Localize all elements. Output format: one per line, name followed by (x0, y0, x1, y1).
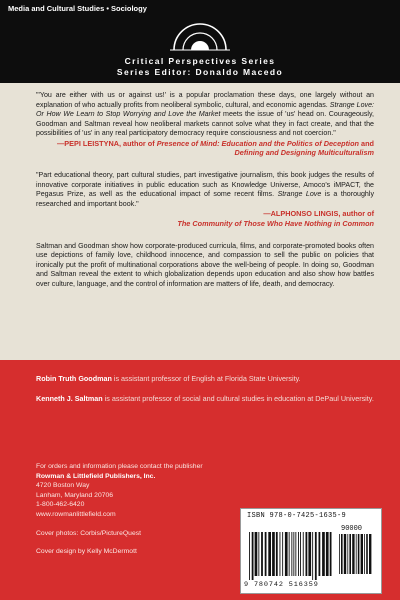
series-title: Critical Perspectives Series (124, 56, 276, 66)
price-code: 90000 (341, 525, 363, 533)
author-bio: Robin Truth Goodman is assistant professor of English at Florida State University. (36, 374, 301, 383)
subject-categories: Media and Cultural Studies • Sociology (8, 4, 147, 13)
series-arch-logo-icon (170, 14, 230, 52)
author-name: Robin Truth Goodman (36, 374, 112, 383)
quote-1-attribution: —PEPI LEISTYNA, author of Presence of Mind: Education and the Politics of Deception and Defining and Designing Multiculturalism (56, 138, 374, 158)
quote-1: "'You are either with us or against us!' is a popular proclamation these days, one largely without an explanation of who actually profits from neoliberal symbolic, cultural, and economic agendas. Strange Love: Or How We Learn to Stop Worrying and Love the Market meets the issue of 'us' head on. Courageously, Goodman and Saltman reveal how neoliberal markets cannot solve what they in fact create, and that the possibilities of 'us' in any real participatory democracy require consciousness and not coercion." (36, 91, 374, 137)
barcode-icon (247, 522, 373, 582)
book-title-ref: Strange Love: Or How We Learn to Stop Worrying and Love the Market (36, 100, 374, 118)
blurb-content (36, 91, 374, 289)
isbn-number: ISBN 978-0-7425-1635-9 (247, 512, 347, 520)
publisher-website: www.rowmanlittlefield.com (36, 510, 116, 518)
author-info-panel (0, 360, 400, 600)
author-name: Kenneth J. Saltman (36, 394, 103, 403)
header-band (0, 0, 400, 83)
book-title-ref: Strange Love (277, 190, 322, 199)
author-bios (36, 374, 376, 414)
order-information: For orders and information please contact the publisher Rowman & Littlefield Publishers, Inc. 4720 Boston Way Lanham, Maryland 20706 1-800-462-6420 www.rowmanlittlefield.com Cover photos: Corbis/PictureQuest Cover design by Kelly McDermott (36, 463, 203, 556)
series-editor: Series Editor: Donaldo Macedo (116, 67, 284, 77)
cover-design-credit: Cover design by Kelly McDermott (36, 548, 137, 556)
author-bio: Kenneth J. Saltman is assistant professor of social and cultural studies in education at DePaul University. (36, 394, 374, 403)
series-info (0, 56, 400, 78)
publisher-phone: 1-800-462-6420 (36, 501, 85, 509)
quote-2-attribution: —ALPHONSO LINGIS, author of The Community of Those Who Have Nothing in Common (177, 209, 374, 228)
isbn-barcode (240, 508, 382, 594)
book-description: Saltman and Goodman show how corporate-produced curricula, films, and corporate-promoted books often use depictions of family love, childhood innocence, and compassion to sell the public on policies that ironically put the profit of multinational corporations above the well-being of people. In doing so, Goodman and Saltman reveal the extent to which globalization depends upon education and also show how battles over culture, language, and the control of information are matters of life, death, and democracy. (36, 241, 374, 288)
quote-2: "Part educational theory, part cultural studies, part investigative journalism, this book judges the results of innovative corporate initiatives in public education such as Knowledge Universe, Amoco's iMPACT, the Pegasus Prize, as well as the educational impact of some recent films. Strange Love is a thoroughly researched and important book." (36, 171, 375, 208)
publisher-name: Rowman & Littlefield Publishers, Inc. (36, 472, 156, 480)
ean-number: 9 780742 516359 (244, 581, 319, 589)
cover-photo-credit: Cover photos: Corbis/PictureQuest (36, 529, 142, 537)
